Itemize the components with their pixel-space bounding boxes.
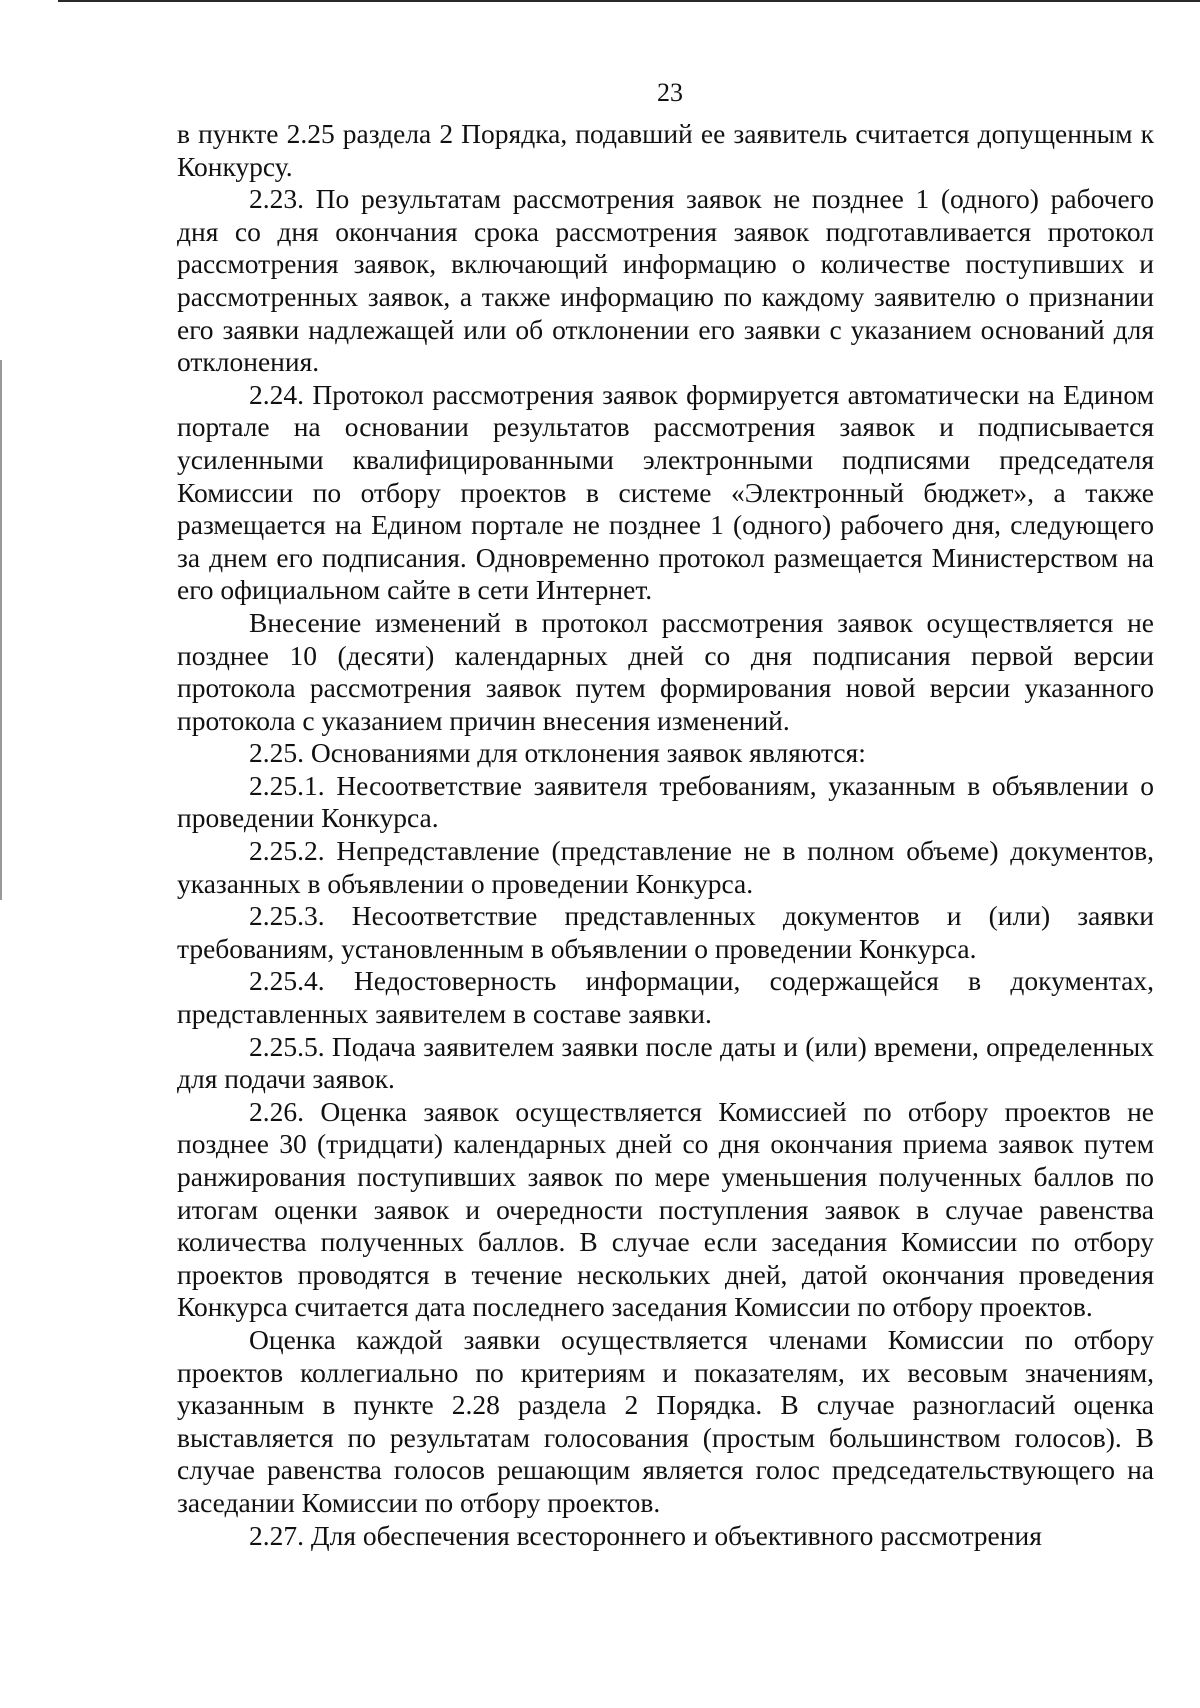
paragraph-2-25-5: 2.25.5. Подача заявителем заявки после даты и (или) времени, определенных для подачи заявок.: [177, 1030, 1154, 1095]
left-edge-shadow: [0, 360, 2, 900]
paragraph-2-25: 2.25. Основаниями для отклонения заявок являются:: [249, 737, 866, 769]
paragraph-continuation: в пункте 2.25 раздела 2 Порядка, подавший ее заявитель считается допущенным к Конкурсу.: [177, 118, 1154, 182]
paragraph-2-25-1: 2.25.1. Несоответствие заявителя требованиям, указанным в объявлении о проведении Конкурса.: [177, 769, 1154, 834]
paragraph-2-26: 2.26. Оценка заявок осуществляется Комиссией по отбору проектов не позднее 30 (тридцати) календарных дней со дня окончания приема заявок путем ранжирования поступивших заявок по мере уменьшения полученных баллов по итогам оценки заявок и очередности поступления заявок в случае равенства количества полученных баллов. В случае если заседания Комиссии по отбору проектов проводятся в течение нескольких дней, датой окончания проведения Конкурса считается дата последнего заседания Комиссии по отбору проектов.: [177, 1095, 1154, 1323]
paragraph-2-23: 2.23. По результатам рассмотрения заявок не позднее 1 (одного) рабочего дня со дня окончания срока рассмотрения заявок подготавливается протокол рассмотрения заявок, включающий информацию о количестве поступивших и рассмотренных заявок, а также информацию по каждому заявителю о признании его заявки надлежащей или об отклонении его заявки с указанием оснований для отклонения.: [177, 183, 1154, 378]
document-body: [177, 118, 1154, 1552]
paragraph-protocol-changes: Внесение изменений в протокол рассмотрения заявок осуществляется не позднее 10 (десяти) календарных дней со дня подписания первой версии протокола рассмотрения заявок путем формирования новой версии указанного протокола с указанием причин внесения изменений.: [177, 606, 1154, 736]
paragraph-2-25-4: 2.25.4. Недостоверность информации, содержащейся в документах, представленных заявителем в составе заявки.: [177, 965, 1154, 1030]
paragraph-2-25-3: 2.25.3. Несоответствие представленных документов и (или) заявки требованиям, установленным в объявлении о проведении Конкурса.: [177, 900, 1154, 964]
paragraph-2-24: 2.24. Протокол рассмотрения заявок формируется автоматически на Едином портале на основании результатов рассмотрения заявок и подписывается усиленными квалифицированными электронными подписями председателя Комиссии по отбору проектов в системе «Электронный бюджет», а также размещается на Едином портале не позднее 1 (одного) рабочего дня, следующего за днем его подписания. Одновременно протокол размещается Министерством на его официальном сайте в сети Интернет.: [177, 378, 1154, 606]
paragraph-2-27: 2.27. Для обеспечения всестороннего и объективного рассмотрения: [249, 1519, 1042, 1551]
top-edge-rule: [58, 0, 1200, 2]
paragraph-2-25-2: 2.25.2. Непредставление (представление не в полном объеме) документов, указанных в объявлении о проведении Конкурса.: [177, 835, 1154, 899]
page-number: 23: [657, 78, 683, 107]
paragraph-evaluation: Оценка каждой заявки осуществляется членами Комиссии по отбору проектов коллегиально по критериям и показателям, их весовым значениям, указанным в пункте 2.28 раздела 2 Порядка. В случае разногласий оценка выставляется по результатам голосования (простым большинством голосов). В случае равенства голосов решающим является голос председательствующего на заседании Комиссии по отбору проектов.: [177, 1323, 1154, 1518]
